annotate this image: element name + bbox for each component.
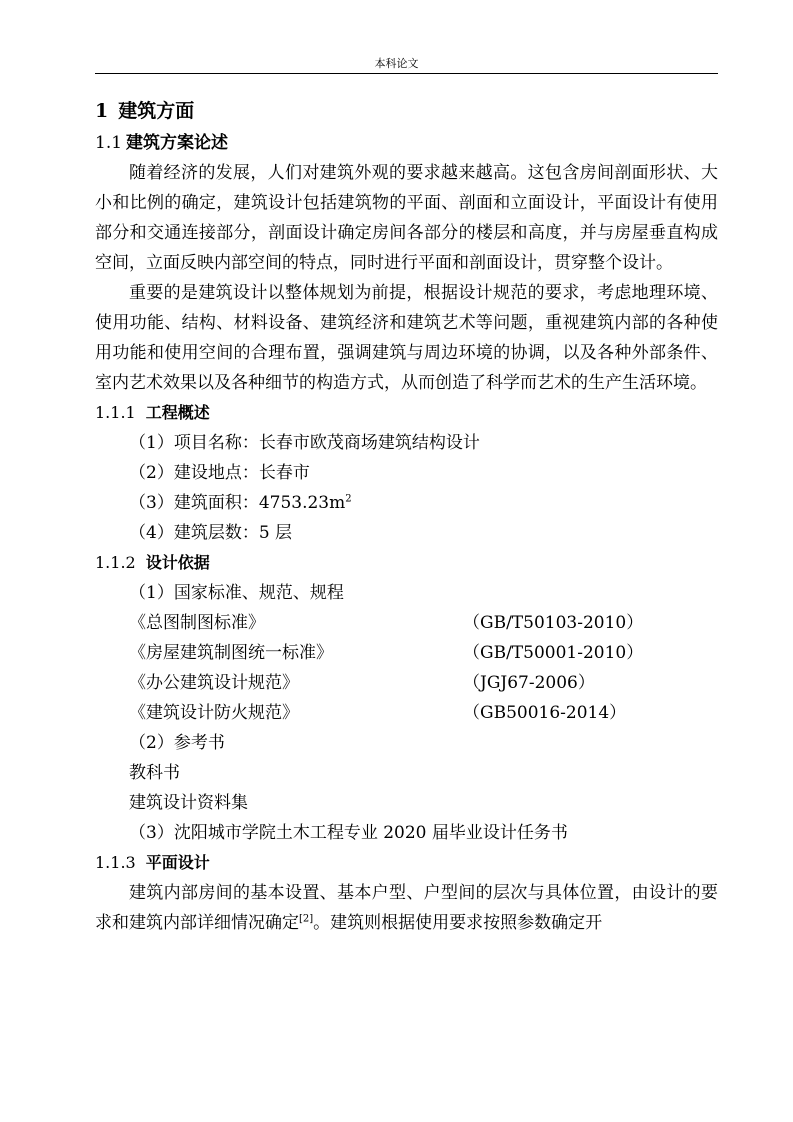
standard-name: 《办公建筑设计规范》 <box>129 673 299 693</box>
header-rule <box>95 73 718 74</box>
area-text: （3）建筑面积：4753.23m <box>129 493 346 513</box>
book-item: 建筑设计资料集 <box>129 793 248 813</box>
section-number: 1 <box>95 100 109 122</box>
section-number: 1.1.2 <box>95 553 136 572</box>
book-item: 教科书 <box>129 763 180 783</box>
list-item-reference-books: （2）参考书 <box>129 733 225 753</box>
section-number: 1.1 <box>95 133 123 153</box>
list-item-standards: （1）国家标准、规范、规程 <box>129 583 344 603</box>
section-title: 工程概述 <box>145 403 210 422</box>
section-1-1-2-heading <box>95 548 718 578</box>
standard-row <box>95 608 718 638</box>
section-title: 平面设计 <box>145 853 210 872</box>
paragraph-plan-design <box>95 878 718 938</box>
section-title: 设计依据 <box>145 553 210 572</box>
section-1-1-heading <box>95 128 718 158</box>
list-item-task-book: （3）沈阳城市学院土木工程专业 2020 届毕业设计任务书 <box>129 823 568 843</box>
standard-code: （GB50016-2014） <box>463 703 627 723</box>
section-1-1-3-heading <box>95 848 718 878</box>
standard-name: 《房屋建筑制图统一标准》 <box>129 643 333 663</box>
section-1-heading <box>95 94 718 128</box>
paragraph-1: 随着经济的发展，人们对建筑外观的要求越来越高。这包含房间剖面形状、大小和比例的确定，建筑设计包括建筑物的平面、剖面和立面设计，平面设计有使用部分和交通连接部分，剖面设计确定房间各部分的楼层和高度，并与房屋垂直构成空间，立面反映内部空间的特点，同时进行平面和剖面设计，贯穿整个设计。 <box>95 163 718 273</box>
standard-code: （JGJ67-2006） <box>463 673 595 693</box>
paragraph-text: 。建筑则根据使用要求按照参数确定开 <box>313 913 603 933</box>
standard-name: 《总图制图标准》 <box>129 613 265 633</box>
standard-row <box>95 698 718 728</box>
list-item-area <box>95 488 718 518</box>
standard-row <box>95 638 718 668</box>
section-title: 建筑方案论述 <box>126 133 229 153</box>
section-number: 1.1.3 <box>95 853 136 872</box>
section-title: 建筑方面 <box>118 100 195 122</box>
body-content <box>95 94 718 938</box>
list-item-location: （2）建设地点：长春市 <box>129 463 310 483</box>
standard-row <box>95 668 718 698</box>
standard-code: （GB/T50001-2010） <box>463 643 644 663</box>
section-number: 1.1.1 <box>95 403 136 422</box>
paragraph-text: 建筑内部房间的基本设置、基本户型、户型间的层次与具体位置，由设计的要求和建筑内部详细情况确定 <box>95 883 718 933</box>
list-item-floors: （4）建筑层数：5 层 <box>129 523 293 543</box>
paragraph-2: 重要的是建筑设计以整体规划为前提，根据设计规范的要求，考虑地理环境、使用功能、结构、材料设备、建筑经济和建筑艺术等问题，重视建筑内部的各种使用功能和使用空间的合理布置，强调建筑与周边环境的协调，以及各种外部条件、室内艺术效果以及各种细节的构造方式，从而创造了科学而艺术的生产生活环境。 <box>95 283 718 393</box>
citation: [2] <box>299 913 314 925</box>
standard-name: 《建筑设计防火规范》 <box>129 703 299 723</box>
running-header: 本科论文 <box>374 57 419 70</box>
area-superscript: 2 <box>345 493 352 505</box>
list-item-project-name: （1）项目名称：长春市欧茂商场建筑结构设计 <box>129 433 480 453</box>
section-1-1-1-heading <box>95 398 718 428</box>
standard-code: （GB/T50103-2010） <box>463 613 644 633</box>
